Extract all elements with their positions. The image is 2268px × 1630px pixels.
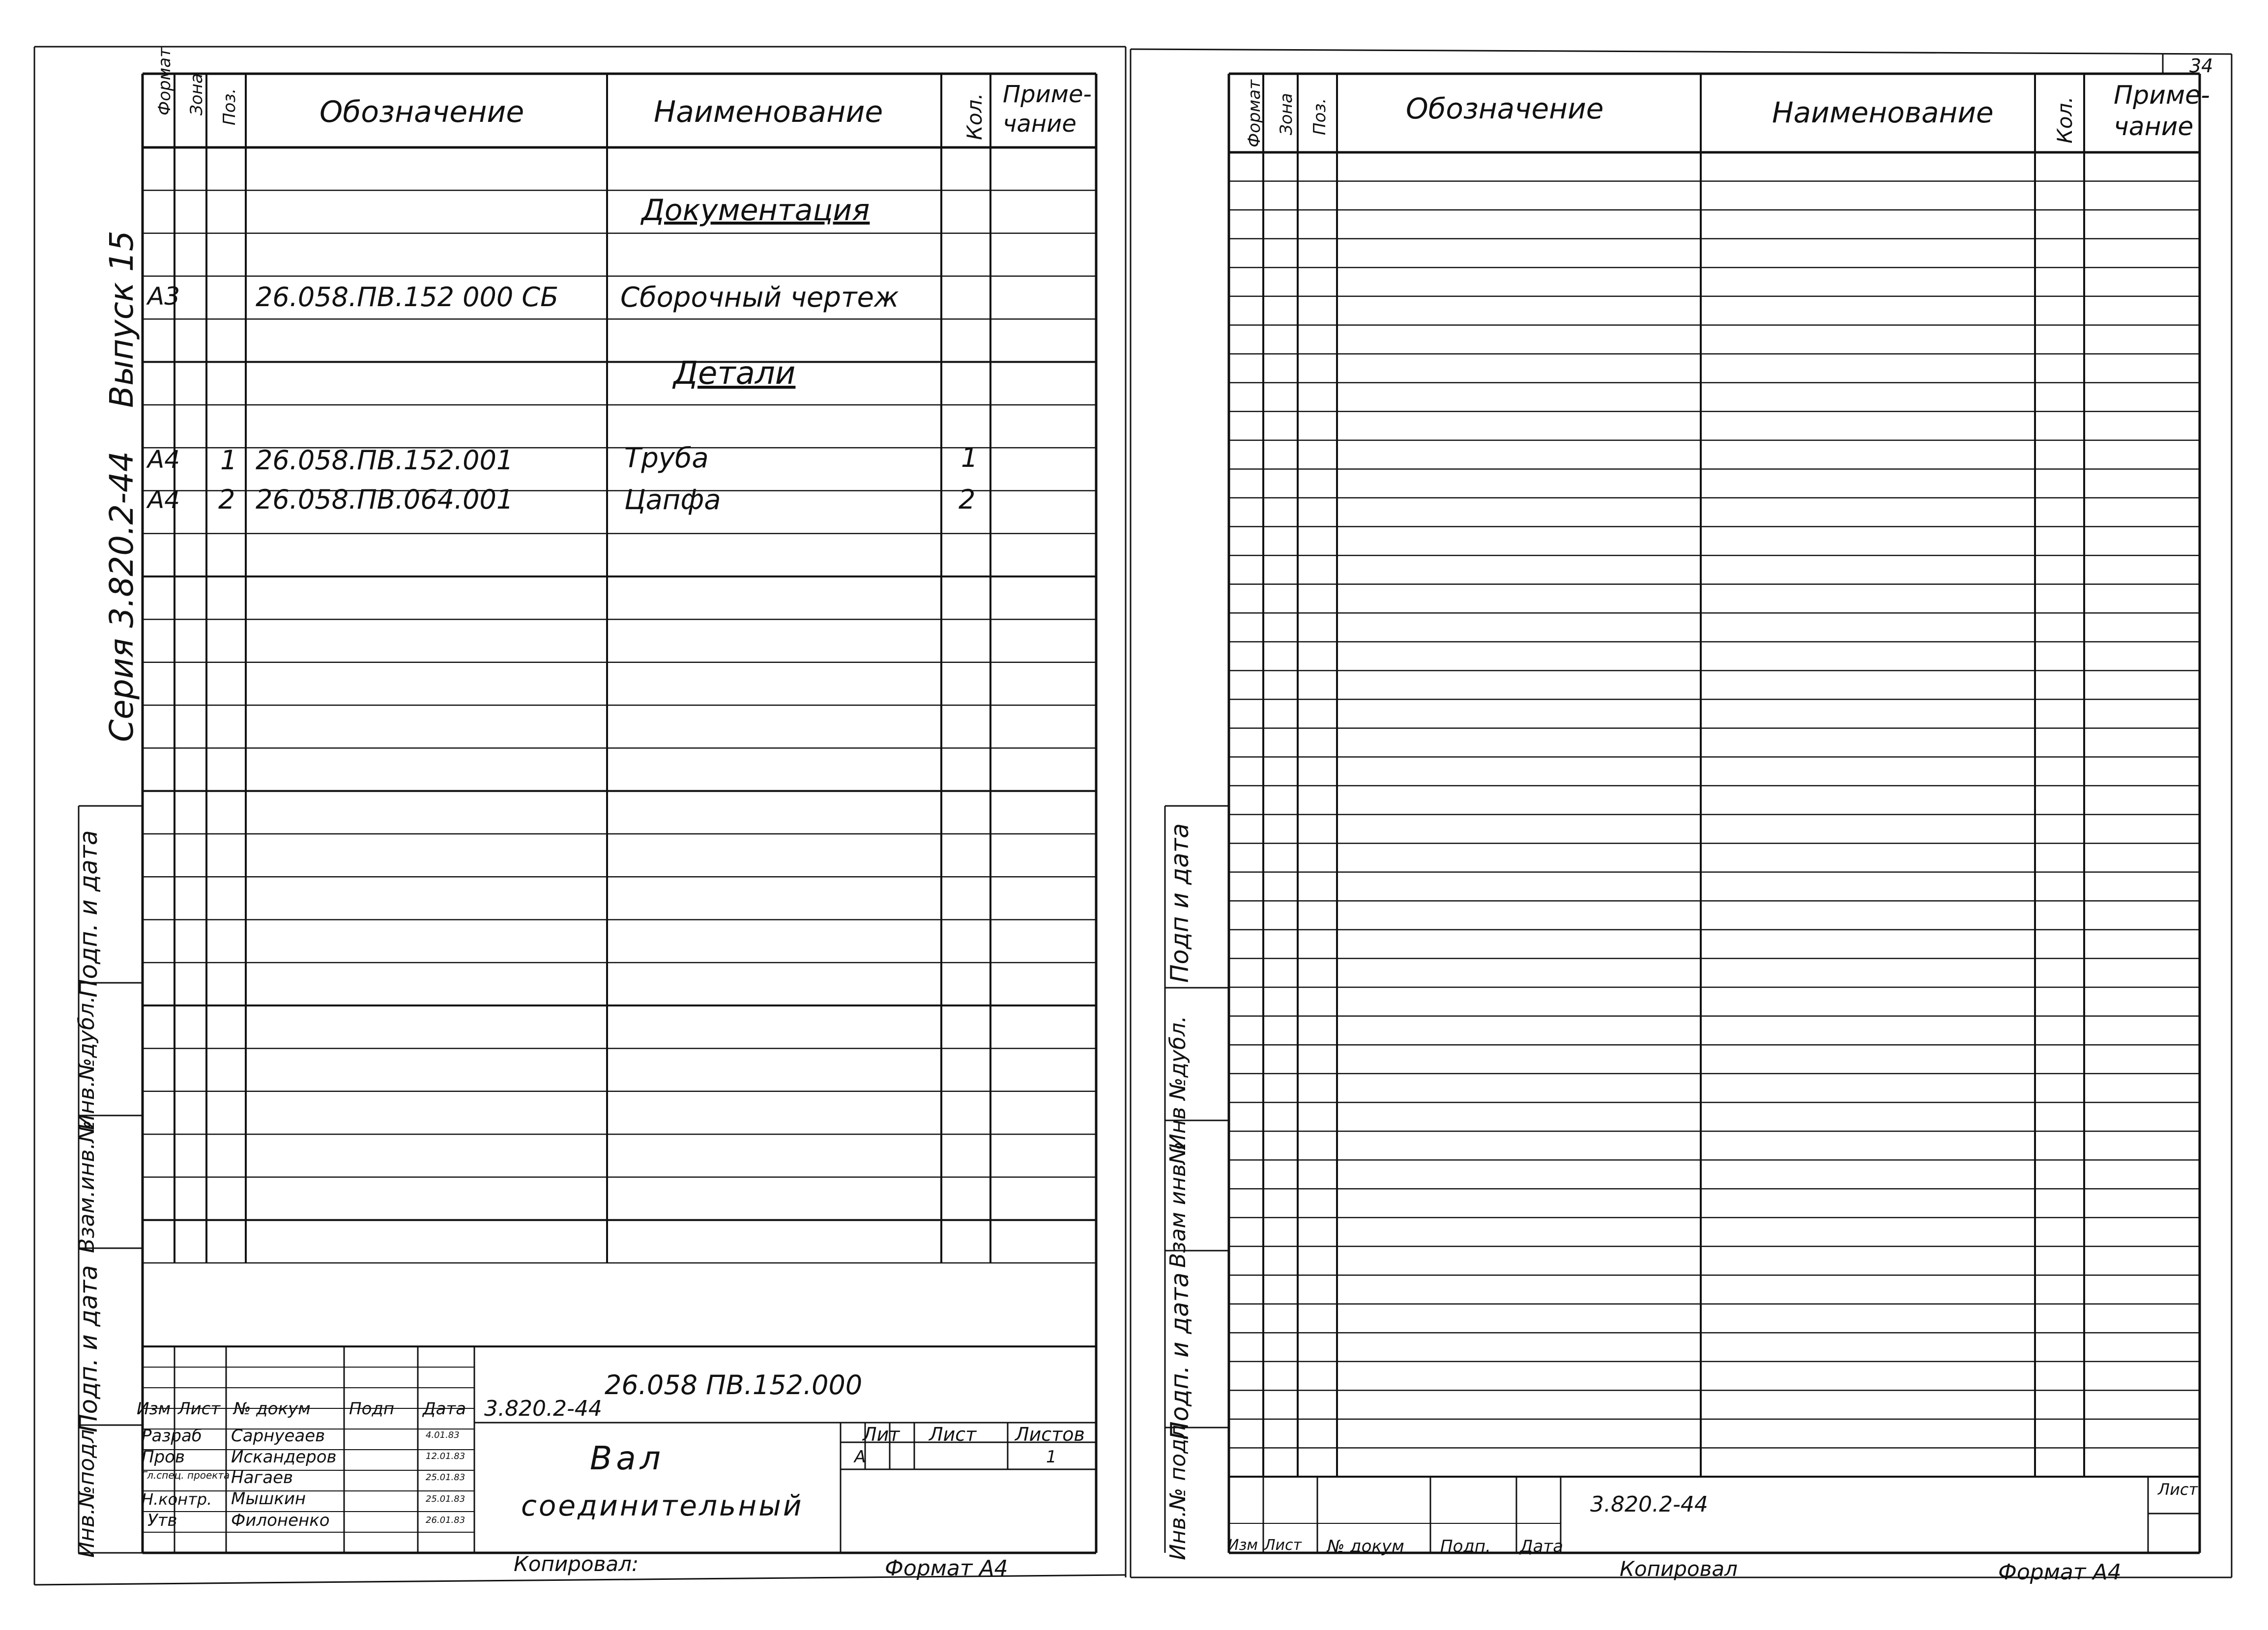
left-header-note-1: Приме-: [1003, 81, 1092, 108]
right-margin-sign-date-bottom: Подп. и дата: [1165, 1272, 1194, 1440]
tb-role: Разраб: [142, 1426, 202, 1446]
tb-sheet-label: Лист: [929, 1424, 977, 1445]
right-margin-sign-date-top: Подп и дата: [1165, 823, 1194, 983]
tb-role: Н.контр.: [142, 1490, 212, 1509]
row-qty: 2: [959, 484, 976, 515]
tb-name: Мышкин: [231, 1489, 306, 1509]
footer-format: Формат А4: [885, 1556, 1008, 1581]
row-format: А3: [147, 282, 180, 311]
left-header-note-2: чание: [1003, 110, 1076, 138]
row-designation: 26.058.ПВ.152.001: [256, 445, 514, 476]
left-header-qty: Кол.: [962, 93, 987, 140]
row-name: Труба: [624, 442, 709, 474]
tb-role: Пров: [142, 1447, 185, 1467]
right-col-sign: Подп.: [1440, 1537, 1491, 1556]
right-col-list: Лист: [1264, 1537, 1302, 1554]
title-series-code: 3.820.2-44: [484, 1396, 602, 1421]
tb-date: 26.01.83: [426, 1515, 465, 1525]
tb-date: 25.01.83: [426, 1472, 465, 1483]
tb-date: 25.01.83: [426, 1494, 465, 1504]
margin-release: Выпуск 15: [103, 230, 141, 408]
page-border: [1131, 49, 2232, 54]
tb-name: Сарнуеаев: [231, 1426, 325, 1446]
row-designation: 26.058.ПВ.064.001: [256, 484, 514, 515]
right-col-date: Дата: [1520, 1537, 1564, 1556]
row-pos: 2: [218, 484, 235, 515]
tb-col-date: Дата: [423, 1399, 466, 1419]
tb-sheets-label: Листов: [1015, 1424, 1085, 1445]
right-header-pos: Поз.: [1310, 98, 1330, 135]
right-header-note-2: чание: [2114, 112, 2194, 142]
margin-inv-orig: Инв.№подл: [74, 1429, 99, 1558]
margin-sign-date-bottom: Подп. и дата: [74, 1265, 103, 1432]
section-documentation: Документация: [641, 193, 870, 228]
left-header-pos: Поз.: [220, 88, 239, 125]
right-series-code: 3.820.2-44: [1590, 1492, 1708, 1517]
tb-name: Филоненко: [231, 1511, 330, 1530]
margin-series: Серия 3.820.2-44: [103, 451, 141, 742]
title-line-2: соединительный: [521, 1489, 804, 1522]
right-margin-inv-orig: Инв.№ подл: [1165, 1425, 1191, 1560]
tb-sheets-value: 1: [1046, 1447, 1057, 1467]
row-name: Сборочный чертеж: [620, 282, 899, 314]
row-pos: 1: [220, 445, 237, 476]
left-header-zone: Зона: [187, 73, 206, 115]
row-qty: 1: [961, 442, 978, 473]
tb-date: 12.01.83: [426, 1451, 465, 1461]
right-header-note-1: Приме-: [2114, 81, 2210, 110]
footer-copied: Копировал:: [514, 1552, 639, 1576]
tb-lit-label: Лит: [863, 1424, 900, 1445]
title-doc-code: 26.058 ПВ.152.000: [605, 1370, 863, 1401]
title-line-1: Вал: [590, 1439, 665, 1477]
tb-col-izm: Изм: [137, 1399, 171, 1419]
right-sheet-label: Лист: [2158, 1480, 2198, 1499]
right-header-qty: Кол.: [2053, 96, 2077, 143]
right-header-name: Наименование: [1772, 96, 1994, 129]
right-margin-inv-dup: Инв №дубл.: [1165, 1015, 1191, 1150]
right-col-izm: Изм: [1228, 1537, 1258, 1554]
left-header-format: Формат: [155, 48, 174, 115]
row-designation: 26.058.ПВ.152 000 СБ: [256, 282, 559, 313]
right-footer-copied: Копировал: [1620, 1557, 1738, 1581]
right-margin-vzam-inv: Взам инв№: [1165, 1142, 1191, 1268]
right-header-zone: Зона: [1277, 93, 1296, 135]
right-header-format: Формат: [1245, 80, 1264, 147]
left-header-name: Наименование: [654, 95, 883, 129]
row-format: А4: [147, 486, 180, 514]
tb-date: 4.01.83: [426, 1430, 460, 1440]
margin-sign-date-top: Подп. и дата: [74, 830, 103, 998]
tb-name: Нагаев: [231, 1468, 293, 1487]
section-details: Детали: [673, 355, 796, 392]
tb-role: Гл.спец. проекта: [142, 1469, 230, 1481]
tb-col-docnum: № докум: [233, 1399, 311, 1419]
left-header-designation: Обозначение: [320, 95, 524, 129]
tb-name: Искандеров: [231, 1447, 337, 1467]
tb-lit-value: А: [854, 1447, 866, 1467]
margin-vzam-inv: Взам.инв.№: [74, 1120, 99, 1253]
row-format: А4: [147, 445, 180, 474]
right-header-designation: Обозначение: [1406, 92, 1604, 125]
tb-col-list: Лист: [178, 1399, 221, 1419]
right-footer-format: Формат А4: [1998, 1560, 2122, 1585]
right-col-docnum: № докум: [1327, 1537, 1404, 1556]
margin-inv-dup: Инв.№дубл.: [74, 996, 99, 1130]
tb-col-sign: Подп: [349, 1399, 395, 1419]
row-name: Цапфа: [624, 484, 721, 516]
tb-role: Утв: [147, 1511, 177, 1530]
page-number: 34: [2189, 55, 2213, 77]
